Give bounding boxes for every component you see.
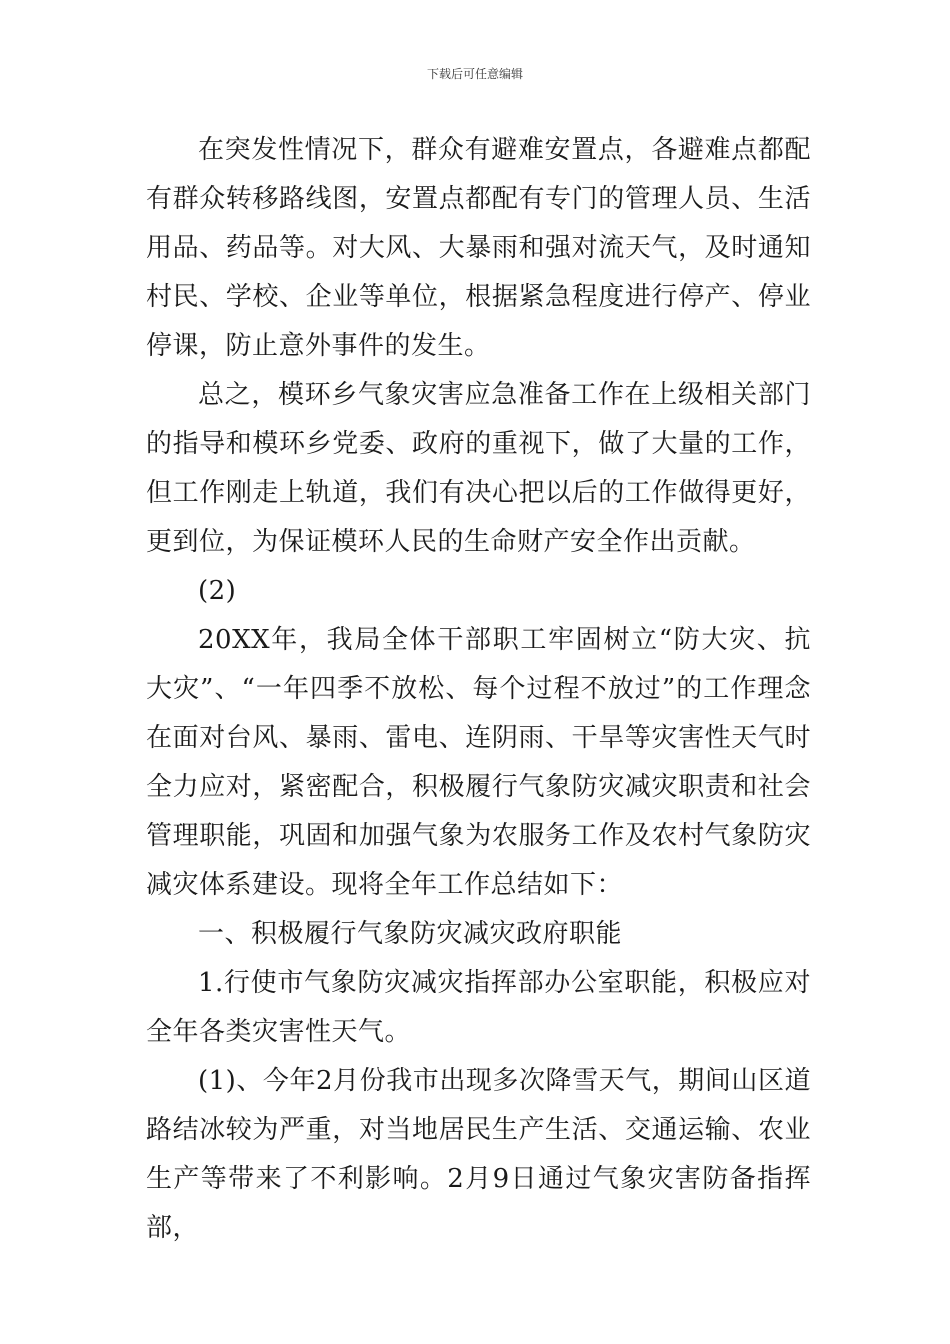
- page-header: 下载后可任意编辑: [426, 67, 523, 81]
- section-heading: 一、积极履行气象防灾减灾政府职能: [198, 919, 623, 949]
- paragraph: 20XX年，我局全体干部职工牢固树立“防大灾、抗大灾”、“一年四季不放松、每个过程不放过”的工作理念在面对台风、暴雨、雷电、连阴雨、干旱等灾害性天气时全力应对，紧密配合，积极履行气象防灾减灾职责和社会管理职能，巩固和加强气象为农服务工作及农村气象防灾减灾体系建设。现将全年工作总结如下：: [146, 625, 811, 900]
- paragraph: (2): [198, 576, 237, 606]
- document-body: [146, 126, 811, 1253]
- paragraph: 在突发性情况下，群众有避难安置点，各避难点都配有群众转移路线图，安置点都配有专门的管理人员、生活用品、药品等。对大风、大暴雨和强对流天气，及时通知村民、学校、企业等单位，根据紧急程度进行停产、停业停课，防止意外事件的发生。: [146, 135, 811, 361]
- paragraph: 1.行使市气象防灾减灾指挥部办公室职能，积极应对全年各类灾害性天气。: [146, 968, 811, 1047]
- paragraph: (1)、今年2月份我市出现多次降雪天气，期间山区道路结冰较为严重，对当地居民生产生活、交通运输、农业生产等带来了不利影响。2月9日通过气象灾害防备指挥部，: [146, 1066, 811, 1243]
- paragraph: 总之，模环乡气象灾害应急准备工作在上级相关部门的指导和模环乡党委、政府的重视下，做了大量的工作，但工作刚走上轨道，我们有决心把以后的工作做得更好，更到位，为保证模环人民的生命财产安全作出贡献。: [146, 380, 811, 557]
